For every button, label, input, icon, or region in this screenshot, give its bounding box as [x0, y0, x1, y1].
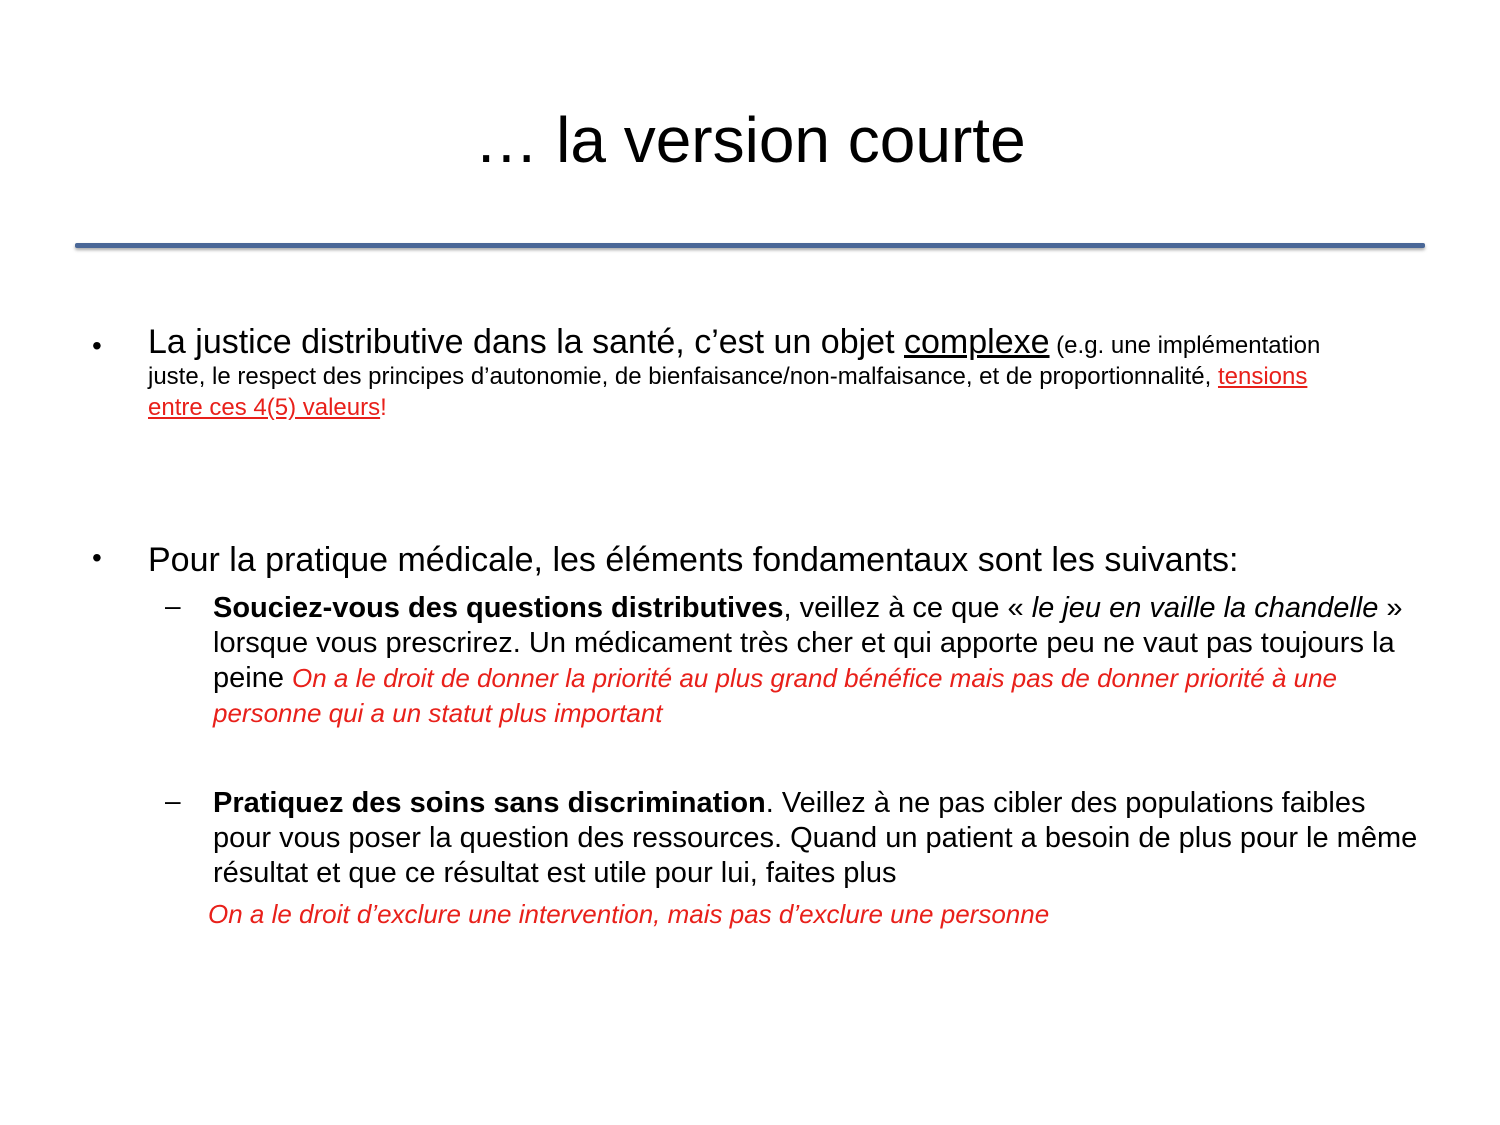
bullet-marker: •: [92, 330, 102, 361]
title-divider: [75, 243, 1425, 248]
sub1-text2: » lorsque vous prescrirez. Un médicament très cher et qui apporte peu ne vaut pas toujours la peine: [213, 592, 1403, 694]
dash-marker: –: [165, 590, 181, 621]
bullet-pratique-medicale: Pour la pratique médicale, les éléments fondamentaux sont les suivants:: [148, 541, 1239, 579]
sub1-text1: , veillez à ce que «: [783, 592, 1032, 624]
bullet-justice-distributive: [148, 323, 1368, 423]
bullet1-exclamation: !: [380, 394, 387, 421]
subitem-sans-discrimination: [213, 786, 1418, 891]
bullet1-tensions-link: tensions entre ces 4(5) valeurs: [148, 363, 1308, 421]
bullet1-complexe: complexe: [904, 323, 1050, 361]
sub1-bold: Souciez-vous des questions distributives: [213, 592, 784, 624]
sub2-bold: Pratiquez des soins sans discrimination: [213, 787, 766, 819]
bullet-marker: •: [92, 542, 102, 573]
slide-title: … la version courte: [474, 104, 1026, 176]
dash-marker: –: [165, 785, 181, 816]
sub2-note: On a le droit d’exclure une intervention, mais pas d’exclure une personne: [208, 899, 1050, 929]
subitem-questions-distributives: [213, 591, 1418, 731]
bullet1-lead: La justice distributive dans la santé, c’est un objet: [148, 323, 904, 361]
sub2-text: . Veillez à ne pas cibler des populations faibles pour vous poser la question des ressources. Quand un patient a besoin de plus pour le même résultat et que ce résultat est utile pour lui, faites plus: [213, 787, 1418, 889]
bullet1-detail: (e.g. une implémentation juste, le respect des principes d’autonomie, de bienfaisance/non-malfaisance, et de proportionnalité,: [148, 332, 1321, 390]
sub1-note: On a le droit de donner la priorité au plus grand bénéfice mais pas de donner priorité à une personne qui a un statut plus important: [213, 663, 1338, 728]
sub1-italic: le jeu en vaille la chandelle: [1031, 592, 1379, 624]
